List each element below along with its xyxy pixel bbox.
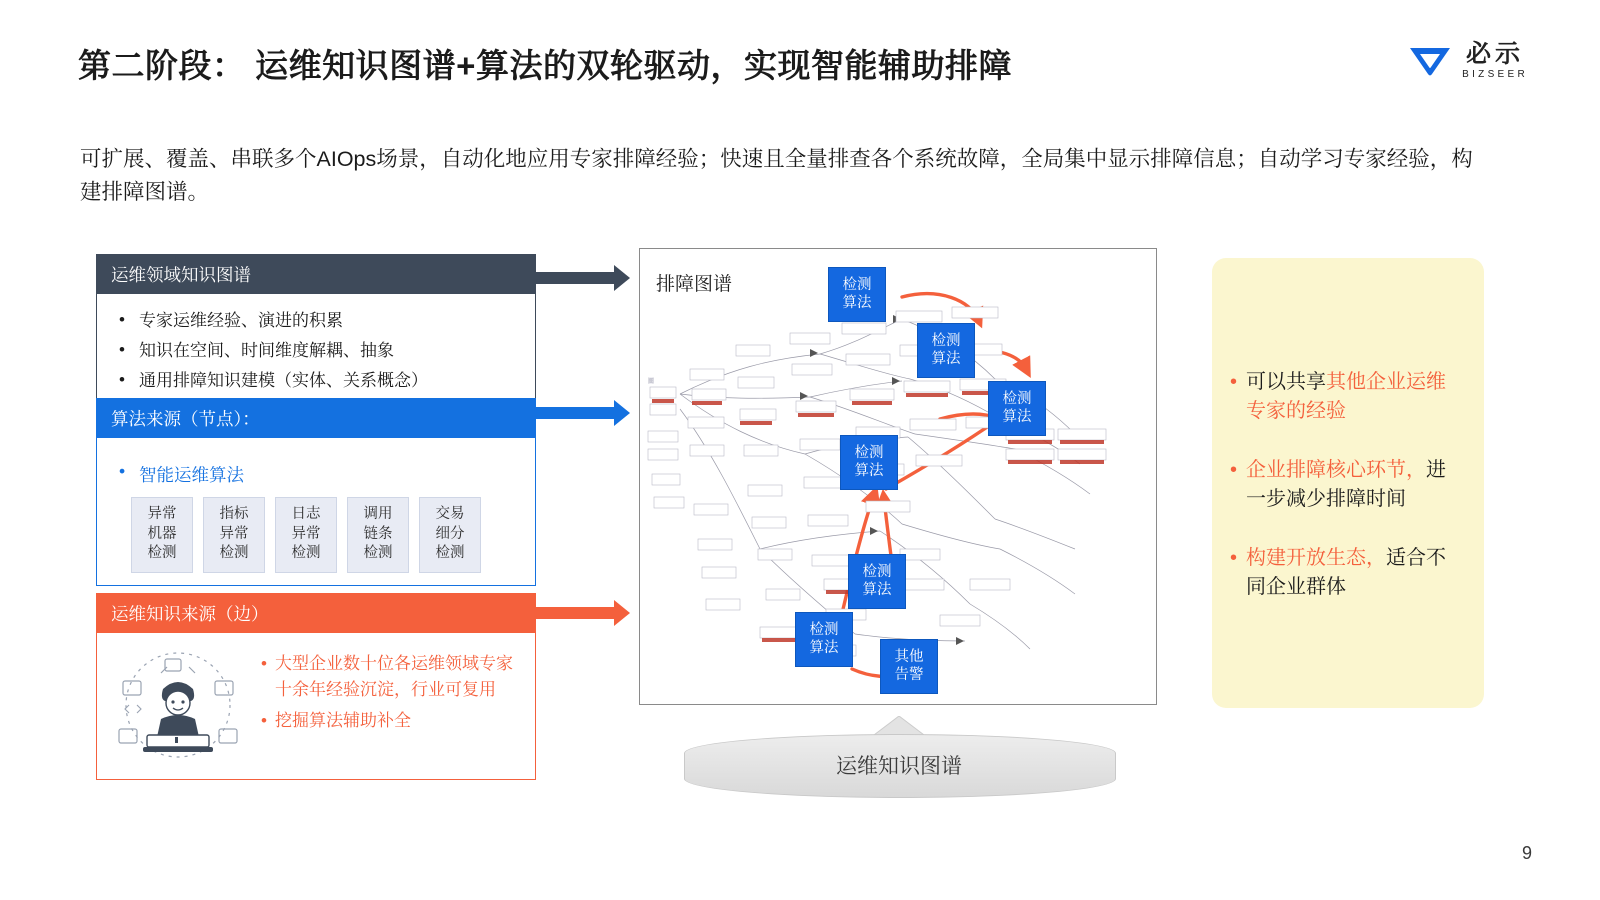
algo-node[interactable]: 检测 算法 xyxy=(795,612,853,667)
intro-paragraph: 可扩展、覆盖、串联多个AIOps场景，自动化地应用专家排障经验；快速且全量排查各个系统故障，全局集中显示排障信息；自动学习专家经验，构建排障图谱。 xyxy=(80,147,1473,205)
knowledge-graph-edges xyxy=(640,249,1157,705)
platform-label: 运维知识图谱 xyxy=(836,755,962,778)
algo-node[interactable]: 检测 算法 xyxy=(917,323,975,378)
brand-logo xyxy=(1408,42,1528,80)
benefit-suffix: 进一步减少排障时间 xyxy=(1246,459,1446,510)
page-title: 第二阶段： 运维知识图谱+算法的双轮驱动，实现智能辅助排障 xyxy=(78,47,1012,84)
arrow-ops-knowledge-to-graph xyxy=(440,600,630,626)
list-item: • 专家运维经验、演进的积累 xyxy=(111,306,521,336)
arrow-bar xyxy=(440,407,614,419)
page-number: 9 xyxy=(1521,843,1532,863)
knowledge-graph-bullet-list xyxy=(111,306,521,395)
bizseer-logo-icon xyxy=(1408,44,1452,78)
list-item xyxy=(1230,456,1462,514)
other-alarm-node[interactable]: 其他 告警 xyxy=(880,639,938,694)
algo-node[interactable]: 检测 算法 xyxy=(988,381,1046,436)
arrow-knowledge-graph-to-graph xyxy=(440,265,630,291)
algorithm-card-row xyxy=(111,497,521,573)
arrow-algorithm-to-graph xyxy=(440,400,630,426)
benefit-highlight: 其他企业运维专家的经验 xyxy=(1246,371,1446,422)
panel-algorithm-source-header: 算法来源（节点）： xyxy=(97,399,535,438)
list-item xyxy=(1230,368,1462,426)
fault-diagnosis-graph-panel xyxy=(639,248,1157,705)
algorithm-card: 指标 异常 检测 xyxy=(203,497,265,573)
arrow-head-icon xyxy=(614,265,630,291)
center-panel-title: 排障图谱 xyxy=(656,274,733,295)
list-item xyxy=(1230,544,1462,602)
logo-text-en: BIZSEER xyxy=(1462,69,1528,80)
panel-ops-knowledge-header: 运维知识来源（边） xyxy=(97,594,535,633)
benefit-suffix: 适合不同企业群体 xyxy=(1246,547,1446,598)
arrow-bar xyxy=(440,272,614,284)
algorithm-card: 交易 细分 检测 xyxy=(419,497,481,573)
algorithm-card: 日志 异常 检测 xyxy=(275,497,337,573)
benefit-highlight: 构建开放生态， xyxy=(1246,547,1386,569)
algo-node[interactable]: 检测 算法 xyxy=(840,435,898,490)
expert-at-laptop-icon xyxy=(103,647,253,765)
algo-node[interactable]: 检测 算法 xyxy=(848,554,906,609)
benefits-panel xyxy=(1212,258,1484,708)
svg-text:图: 图 xyxy=(648,379,655,385)
panel-knowledge-graph-body xyxy=(97,294,535,411)
list-item: • 挖掘算法辅助补全 xyxy=(259,708,525,734)
algorithm-subtitle: • 智能运维算法 xyxy=(111,462,521,487)
arrow-head-icon xyxy=(614,400,630,426)
algo-node[interactable]: 检测 算法 xyxy=(828,267,886,322)
list-item: • 大型企业数十位各运维领域专家十余年经验沉淀，行业可复用 xyxy=(259,651,525,702)
benefits-list xyxy=(1230,368,1462,602)
panel-algorithm-source-body xyxy=(97,438,535,585)
arrow-head-icon xyxy=(614,600,630,626)
benefit-highlight: 企业排障核心环节， xyxy=(1246,459,1426,481)
knowledge-graph-platform xyxy=(684,716,1114,796)
list-item: • 知识在空间、时间维度解耦、抽象 xyxy=(111,336,521,366)
algorithm-card: 异常 机器 检测 xyxy=(131,497,193,573)
list-item: • 通用排障知识建模（实体、关系概念） xyxy=(111,366,521,396)
panel-knowledge-graph-header: 运维领域知识图谱 xyxy=(97,255,535,294)
benefit-prefix: 可以共享 xyxy=(1246,371,1326,393)
logo-text-cn: 必示 xyxy=(1466,40,1525,68)
panel-algorithm-source xyxy=(96,398,536,586)
arrow-bar xyxy=(440,607,614,619)
ops-knowledge-bullet-list xyxy=(259,651,525,740)
algorithm-card: 调用 链条 检测 xyxy=(347,497,409,573)
panel-ops-knowledge-body xyxy=(97,633,535,779)
